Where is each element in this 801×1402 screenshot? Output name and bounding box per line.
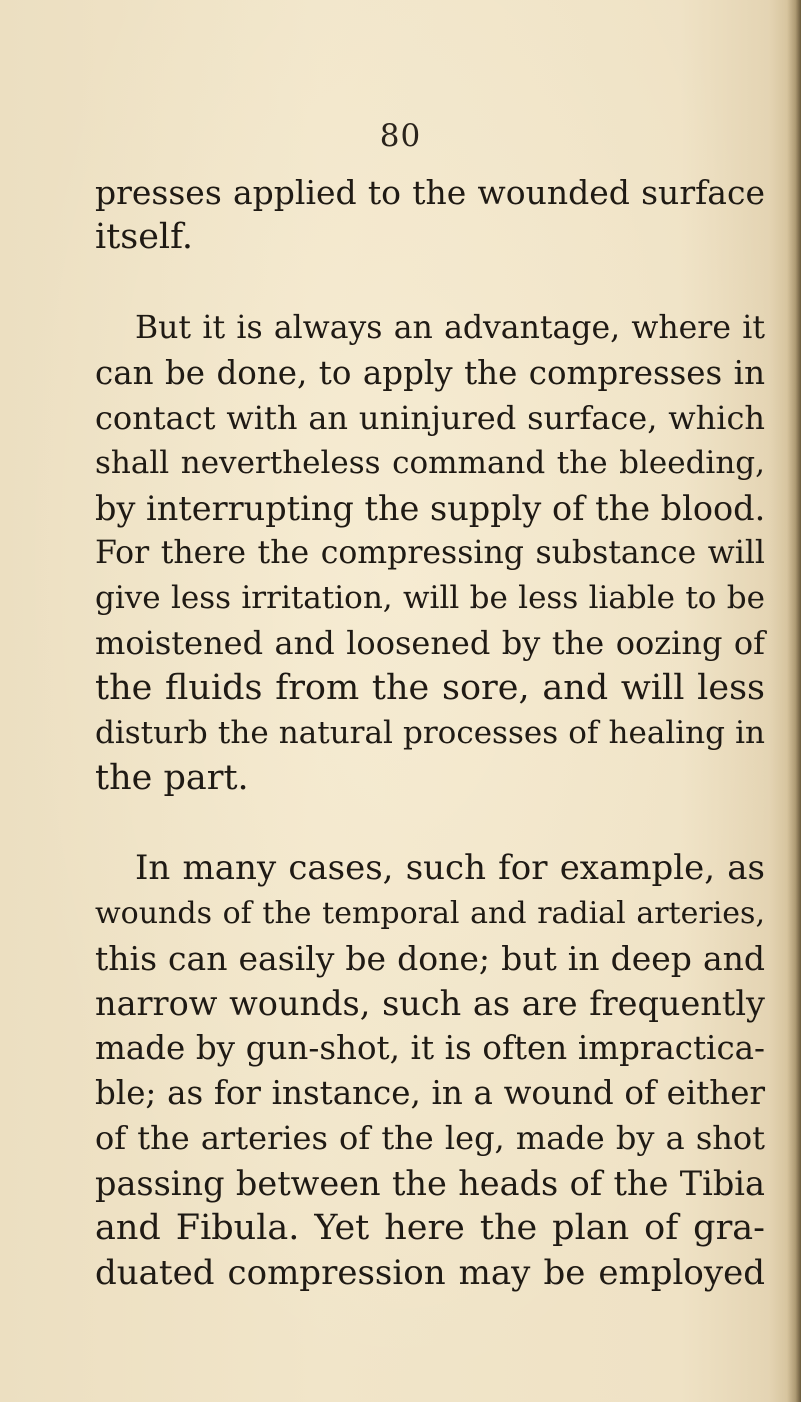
text-line: the fluids from the sore, and will less (95, 668, 765, 708)
text-line: itself. (95, 217, 193, 257)
paragraph-gap (95, 260, 790, 306)
text-line: shall nevertheless command the bleeding, (95, 445, 765, 481)
text-line: For there the compressing substance will (95, 535, 765, 571)
text-line: In many cases, such for example, as (135, 848, 765, 888)
text-line: passing between the heads of the Tibia (95, 1164, 765, 1203)
text-line: the part. (95, 758, 249, 798)
text-line: duated compression may be employed (95, 1253, 765, 1293)
paragraph-1 (95, 170, 790, 260)
text-line: presses applied to the wounded surface (95, 173, 765, 212)
text-line: and Fibula. Yet here the plan of gra- (95, 1208, 765, 1248)
body-text (95, 170, 790, 1296)
text-line: of the arteries of the leg, made by a shot (95, 1119, 765, 1157)
text-line: can be done, to apply the compresses in (95, 354, 765, 392)
text-line: by interrupting the supply of the blood. (95, 489, 766, 528)
text-line: moistened and loosened by the oozing of (95, 624, 765, 662)
text-line: give less irritation, will be less liable to be (95, 580, 765, 616)
text-line: ble; as for instance, in a wound of either (95, 1074, 765, 1112)
text-line: this can easily be done; but in deep and (95, 939, 765, 978)
paragraph-2 (95, 306, 790, 801)
paragraph-gap (95, 801, 790, 846)
text-line: contact with an uninjured surface, which (95, 399, 765, 437)
text-line: narrow wounds, such as are frequently (95, 984, 765, 1023)
text-line: wounds of the temporal and radial arteries, (95, 896, 765, 931)
text-line: made by gun-shot, it is often impractica- (95, 1029, 765, 1067)
text-line: disturb the natural processes of healing in (95, 715, 765, 751)
page-number: 80 (379, 118, 422, 154)
paragraph-3 (95, 846, 790, 1296)
text-line: But it is always an advantage, where it (135, 310, 765, 346)
